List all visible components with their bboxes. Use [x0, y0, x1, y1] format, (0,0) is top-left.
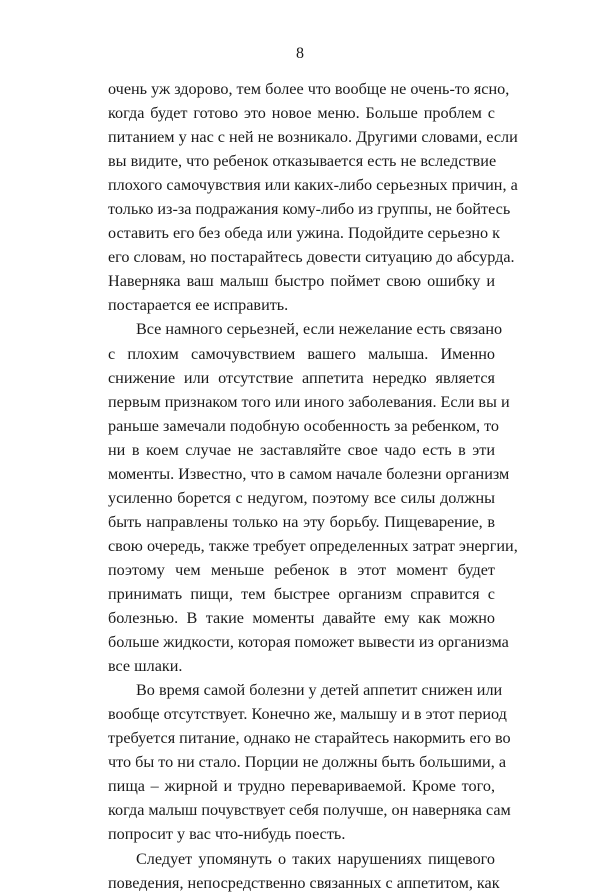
text-line: когда малыш почувствует себя получше, он наверняка сам — [108, 801, 511, 820]
text-line: что бы то ни стало. Порции не должны быть большими, а — [108, 753, 507, 772]
text-line: Наверняка ваш малыш быстро поймет свою ошибку и — [108, 272, 495, 291]
text-line: когда будет готово это новое меню. Больше проблем с — [108, 104, 495, 123]
text-line: требуется питание, однако не старайтесь накормить его во — [108, 729, 511, 748]
page-number: 8 — [296, 45, 304, 62]
text-line: оставить его без обеда или ужина. Подойдите серьезно к — [108, 224, 501, 243]
body-text — [108, 77, 518, 895]
text-line: вы видите, что ребенок отказывается есть не вследствие — [108, 152, 497, 171]
text-line: пища – жирной и трудно перевариваемой. Кроме того, — [108, 777, 495, 796]
text-line: очень уж здорово, тем более что вообще не очень-то ясно, — [108, 80, 510, 98]
text-line: ни в коем случае не заставляйте свое чадо есть в эти — [108, 440, 495, 459]
text-line: моменты. Известно, что в самом начале болезни организм — [108, 464, 510, 483]
text-line: болезнью. В такие моменты давайте ему как можно — [108, 609, 495, 628]
text-line: его словам, но постарайтесь довести ситуацию до абсурда. — [108, 248, 515, 267]
text-line: вообще отсутствует. Конечно же, малышу и в этот период — [108, 705, 507, 724]
text-line: усиленно борется с недугом, поэтому все силы должны — [108, 488, 495, 507]
text-line: раньше замечали подобную особенность за ребенком, то — [108, 416, 500, 435]
text-line: больше жидкости, которая поможет вывести из организма — [108, 633, 509, 652]
text-line: питанием у нас с ней не возникало. Другими словами, если — [108, 128, 518, 147]
text-line: с плохим самочувствием вашего малыша. Именно — [108, 344, 495, 363]
text-line: снижение или отсутствие аппетита нередко является — [108, 368, 495, 387]
text-line: принимать пищи, тем быстрее организм справится с — [108, 584, 495, 603]
text-line: Во время самой болезни у детей аппетит снижен или — [136, 681, 503, 700]
text-line: Следует упомянуть о таких нарушениях пищевого — [136, 849, 495, 868]
text-line: поэтому чем меньше ребенок в этот момент будет — [108, 560, 495, 579]
text-line: только из-за подражания кому-либо из группы, не бойтесь — [108, 200, 511, 219]
text-line: первым признаком того или иного заболевания. Если вы и — [108, 392, 510, 411]
text-line: быть направлены только на эту борьбу. Пищеварение, в — [108, 512, 495, 531]
text-line: свою очередь, также требует определенных затрат энергии, — [108, 536, 518, 555]
text-line: попросит у вас что-нибудь поесть. — [108, 825, 346, 844]
text-line: поведения, непосредственно связанных с аппетитом, как — [108, 873, 500, 892]
text-line: все шлаки. — [108, 657, 183, 676]
text-line: постарается ее исправить. — [108, 296, 289, 315]
text-line: Все намного серьезней, если нежелание есть связано — [136, 320, 503, 339]
text-line: плохого самочувствия или каких-либо серьезных причин, а — [108, 176, 518, 195]
